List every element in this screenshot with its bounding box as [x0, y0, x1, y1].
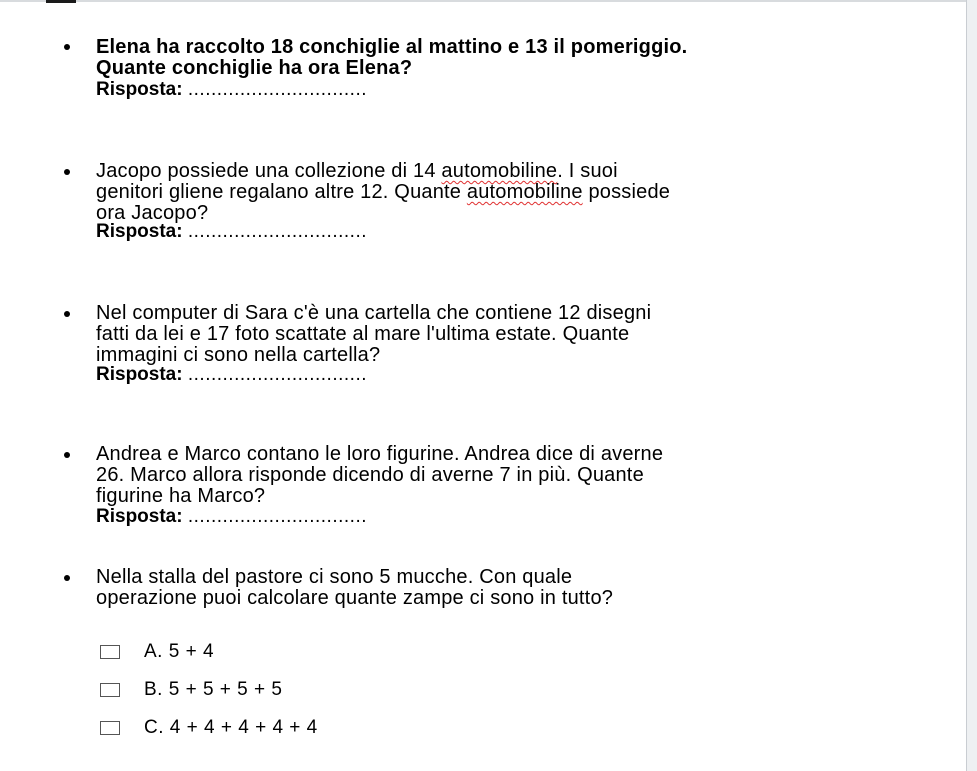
question-line: fatti da lei e 17 foto scattate al mare l'ultima estate. Quante — [96, 323, 630, 345]
question-5-text — [96, 567, 926, 609]
question-2-text — [96, 161, 926, 224]
question-3-text — [96, 303, 926, 366]
answer-line[interactable] — [96, 506, 367, 527]
text-fragment: genitori gliene regalano altre 12. Quante — [96, 181, 467, 203]
answer-label: Risposta: — [96, 221, 183, 242]
question-line: 26. Marco allora risponde dicendo di averne 7 in più. Quante — [96, 464, 644, 486]
question-line — [96, 161, 926, 182]
option-label: A. 5 + 4 — [144, 641, 215, 662]
question-line: figurine ha Marco? — [96, 485, 266, 507]
question-line: operazione puoi calcolare quante zampe ci sono in tutto? — [96, 587, 614, 609]
question-line: Quante conchiglie ha ora Elena? — [96, 57, 413, 79]
answer-dots: ............................... — [187, 364, 368, 385]
question-line: Nella stalla del pastore ci sono 5 mucche. Con quale — [96, 566, 573, 588]
answer-label: Risposta: — [96, 506, 183, 527]
answer-label: Risposta: — [96, 364, 183, 385]
answer-dots: ............................... — [187, 79, 368, 100]
question-line: immagini ci sono nella cartella? — [96, 344, 381, 366]
question-1-text — [96, 37, 926, 79]
question-4-text — [96, 444, 926, 507]
misspelled-word: automobiline — [441, 160, 558, 182]
bullet-icon — [64, 44, 70, 50]
text-fragment: Jacopo possiede una collezione di 14 — [96, 160, 442, 182]
answer-line[interactable] — [96, 79, 367, 100]
misspelled-word: automobiline — [466, 181, 583, 203]
question-line — [96, 182, 926, 203]
top-divider — [0, 0, 966, 2]
answer-dots: ............................... — [187, 506, 368, 527]
question-line: Elena ha raccolto 18 conchiglie al mattino e 13 il pomeriggio. — [96, 36, 688, 58]
top-mark — [46, 0, 76, 3]
checkbox-icon[interactable] — [100, 721, 120, 735]
question-line: Andrea e Marco contano le loro figurine. Andrea dice di averne — [96, 443, 664, 465]
bullet-icon — [64, 452, 70, 458]
text-fragment: possiede — [582, 181, 671, 203]
question-line: Nel computer di Sara c'è una cartella che contiene 12 disegni — [96, 302, 652, 324]
question-line: ora Jacopo? — [96, 202, 209, 224]
option-label: B. 5 + 5 + 5 + 5 — [144, 679, 283, 700]
bullet-icon — [64, 169, 70, 175]
bullet-icon — [64, 575, 70, 581]
answer-dots: ............................... — [187, 221, 368, 242]
option-label: C. 4 + 4 + 4 + 4 + 4 — [144, 717, 318, 738]
text-fragment: . I suoi — [557, 160, 618, 182]
answer-line[interactable] — [96, 364, 367, 385]
answer-label: Risposta: — [96, 79, 183, 100]
answer-line[interactable] — [96, 221, 367, 242]
checkbox-icon[interactable] — [100, 683, 120, 697]
bullet-icon — [64, 311, 70, 317]
checkbox-icon[interactable] — [100, 645, 120, 659]
